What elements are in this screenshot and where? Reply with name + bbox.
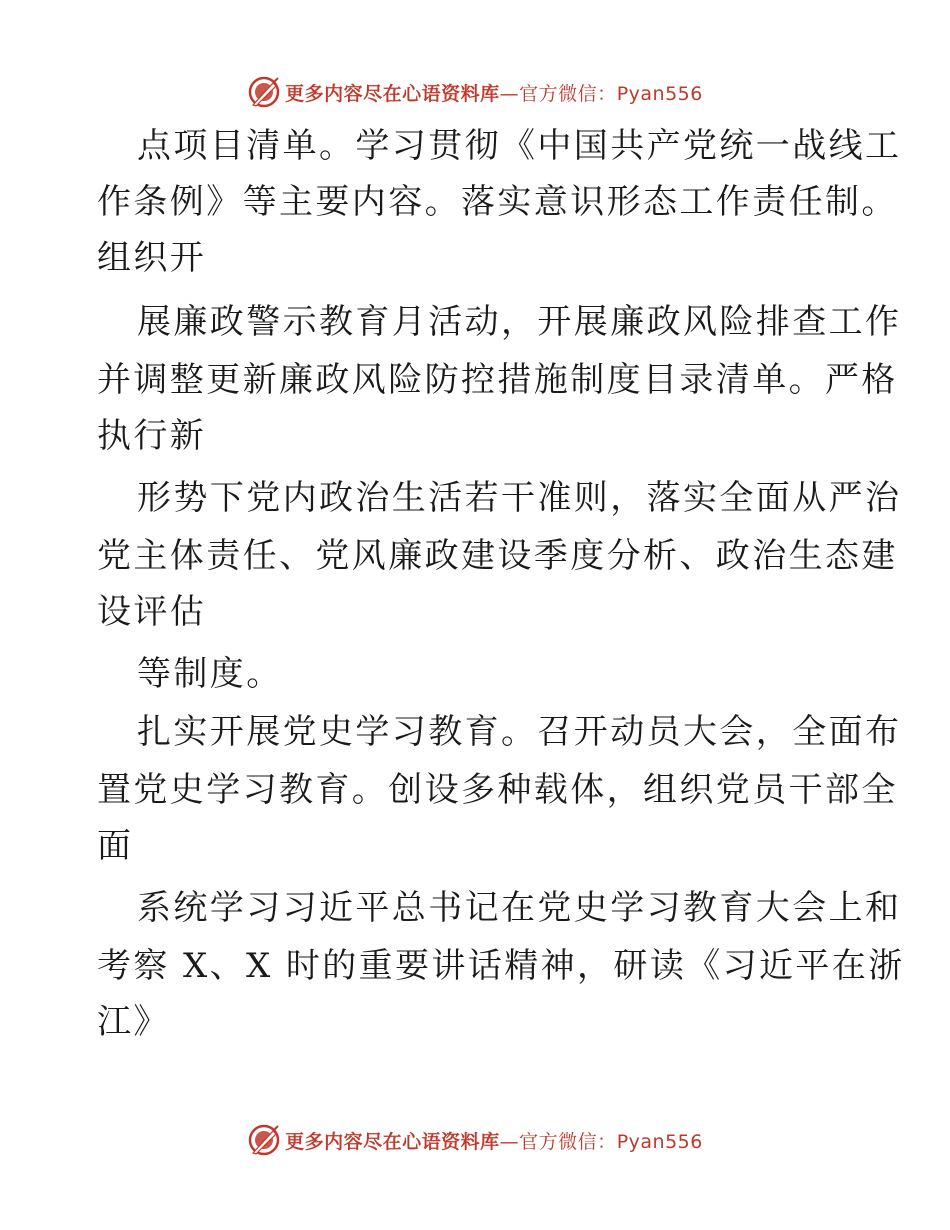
- text-line: 展廉政警示教育月活动，开展廉政风险排查工作: [137, 302, 902, 342]
- text-line: 作条例》等主要内容。落实意识形态工作责任制。: [97, 182, 898, 222]
- banner-text: [285, 1127, 703, 1154]
- banner-wechat-label: 官方微信：: [519, 1130, 617, 1153]
- text-line: 置党史学习教育。创设多种载体，组织党员干部全: [97, 770, 898, 810]
- quill-logo-icon: [247, 75, 281, 109]
- quill-logo-icon: [247, 1123, 281, 1157]
- banner-wechat-label: 官方微信：: [519, 82, 617, 105]
- text-line: 并调整更新廉政风险防控措施制度目录清单。严格: [97, 360, 898, 400]
- header-banner: [0, 72, 950, 112]
- text-line: 党主体责任、党风廉政建设季度分析、政治生态建: [97, 536, 898, 576]
- text-line: 组织开: [97, 238, 207, 278]
- text-line: 系统学习习近平总书记在党史学习教育大会上和: [137, 888, 902, 928]
- banner-wechat-id: Pyan556: [616, 82, 703, 105]
- banner-brand: 更多内容尽在心语资料库: [285, 1130, 500, 1153]
- banner-wechat-id: Pyan556: [616, 1130, 703, 1153]
- banner-text: [285, 79, 703, 106]
- text-line: 扎实开展党史学习教育。召开动员大会，全面布: [137, 712, 902, 752]
- text-line: 点项目清单。学习贯彻《中国共产党统一战线工: [137, 126, 902, 166]
- banner-separator: —: [499, 82, 520, 105]
- text-line: 江》: [97, 1002, 170, 1042]
- text-line: 等制度。: [137, 654, 283, 694]
- text-line: 形势下党内政治生活若干准则，落实全面从严治: [137, 478, 902, 518]
- text-line: 考察 X、X 时的重要讲话精神，研读《习近平在浙: [97, 946, 905, 986]
- banner-brand: 更多内容尽在心语资料库: [285, 82, 500, 105]
- text-line: 面: [97, 826, 134, 866]
- text-line: 执行新: [97, 416, 207, 456]
- footer-banner: [0, 1120, 950, 1160]
- banner-separator: —: [499, 1130, 520, 1153]
- text-line: 设评估: [97, 592, 207, 632]
